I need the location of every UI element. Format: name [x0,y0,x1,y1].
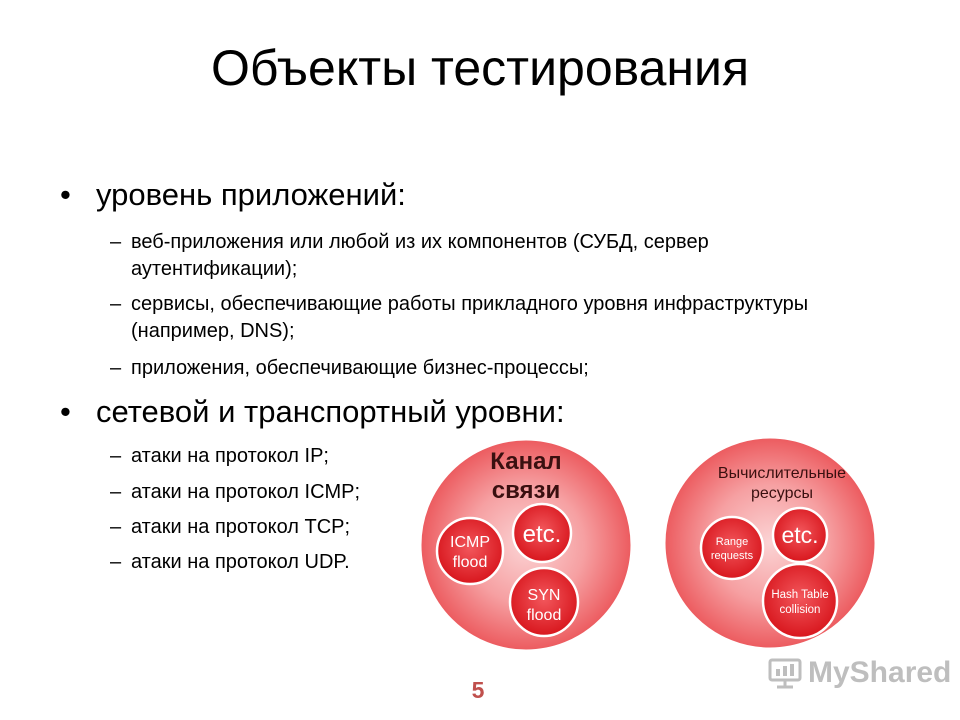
channel-circle-group [420,439,632,651]
sub-item-text: атаки на протокол ICMP; [131,481,361,503]
resources-circle-group [664,437,876,649]
resources-label-line2: ресурсы [750,485,814,502]
dash-marker: – [110,445,122,467]
icmp-flood-circle [437,518,503,584]
dash-marker: – [110,357,122,379]
icmp-flood-label-line2: flood [452,554,488,571]
sub-item-text: сервисы, обеспечивающие работы прикладного уровня инфраструктуры (например, DNS); [131,293,809,342]
dash-marker: – [110,231,122,253]
sub-item-text: атаки на протокол IP; [131,445,329,467]
etc-label: etc. [781,522,819,548]
sub-item-text: атаки на протокол TCP; [131,516,351,538]
bullet-text: сетевой и транспортный уровни: [96,394,565,429]
range-requests-label-line1: Range [715,536,749,548]
sub-item-text: атаки на протокол UDP. [131,551,350,573]
page-number: 5 [471,677,485,703]
slide-title: Объекты тестирования [210,40,750,96]
range-requests-label-line2: requests [710,550,754,562]
syn-flood-label-line2: flood [526,607,562,624]
hash-table-label-line2: collision [779,604,821,616]
syn-flood-label-line1: SYN [527,587,561,604]
range-requests-circle [701,517,763,579]
sub-item-text: приложения, обеспечивающие бизнес-процессы; [131,357,589,379]
watermark-logo [768,656,951,690]
bullet-text: уровень приложений: [96,177,406,212]
etc-label: etc. [522,521,562,548]
dash-marker: – [110,516,122,538]
hash-table-collision-circle [763,564,837,638]
dash-marker: – [110,551,122,573]
channel-label-line1: Канал [490,448,562,475]
channel-label-line2: связи [491,477,561,504]
presentation-board-icon [768,657,802,689]
icmp-flood-label-line1: ICMP [450,534,490,551]
dash-marker: – [110,293,122,315]
bullet-dot: • [60,177,71,212]
resources-label-line1: Вычислительные [717,465,847,482]
bullet-dot: • [60,394,71,429]
sub-item-text: веб-приложения или любой из их компонентов (СУБД, сервер аутентификации); [131,231,709,280]
dash-marker: – [110,481,122,503]
watermark-text: MyShared [808,656,952,689]
hash-table-label-line1: Hash Table [771,589,829,601]
